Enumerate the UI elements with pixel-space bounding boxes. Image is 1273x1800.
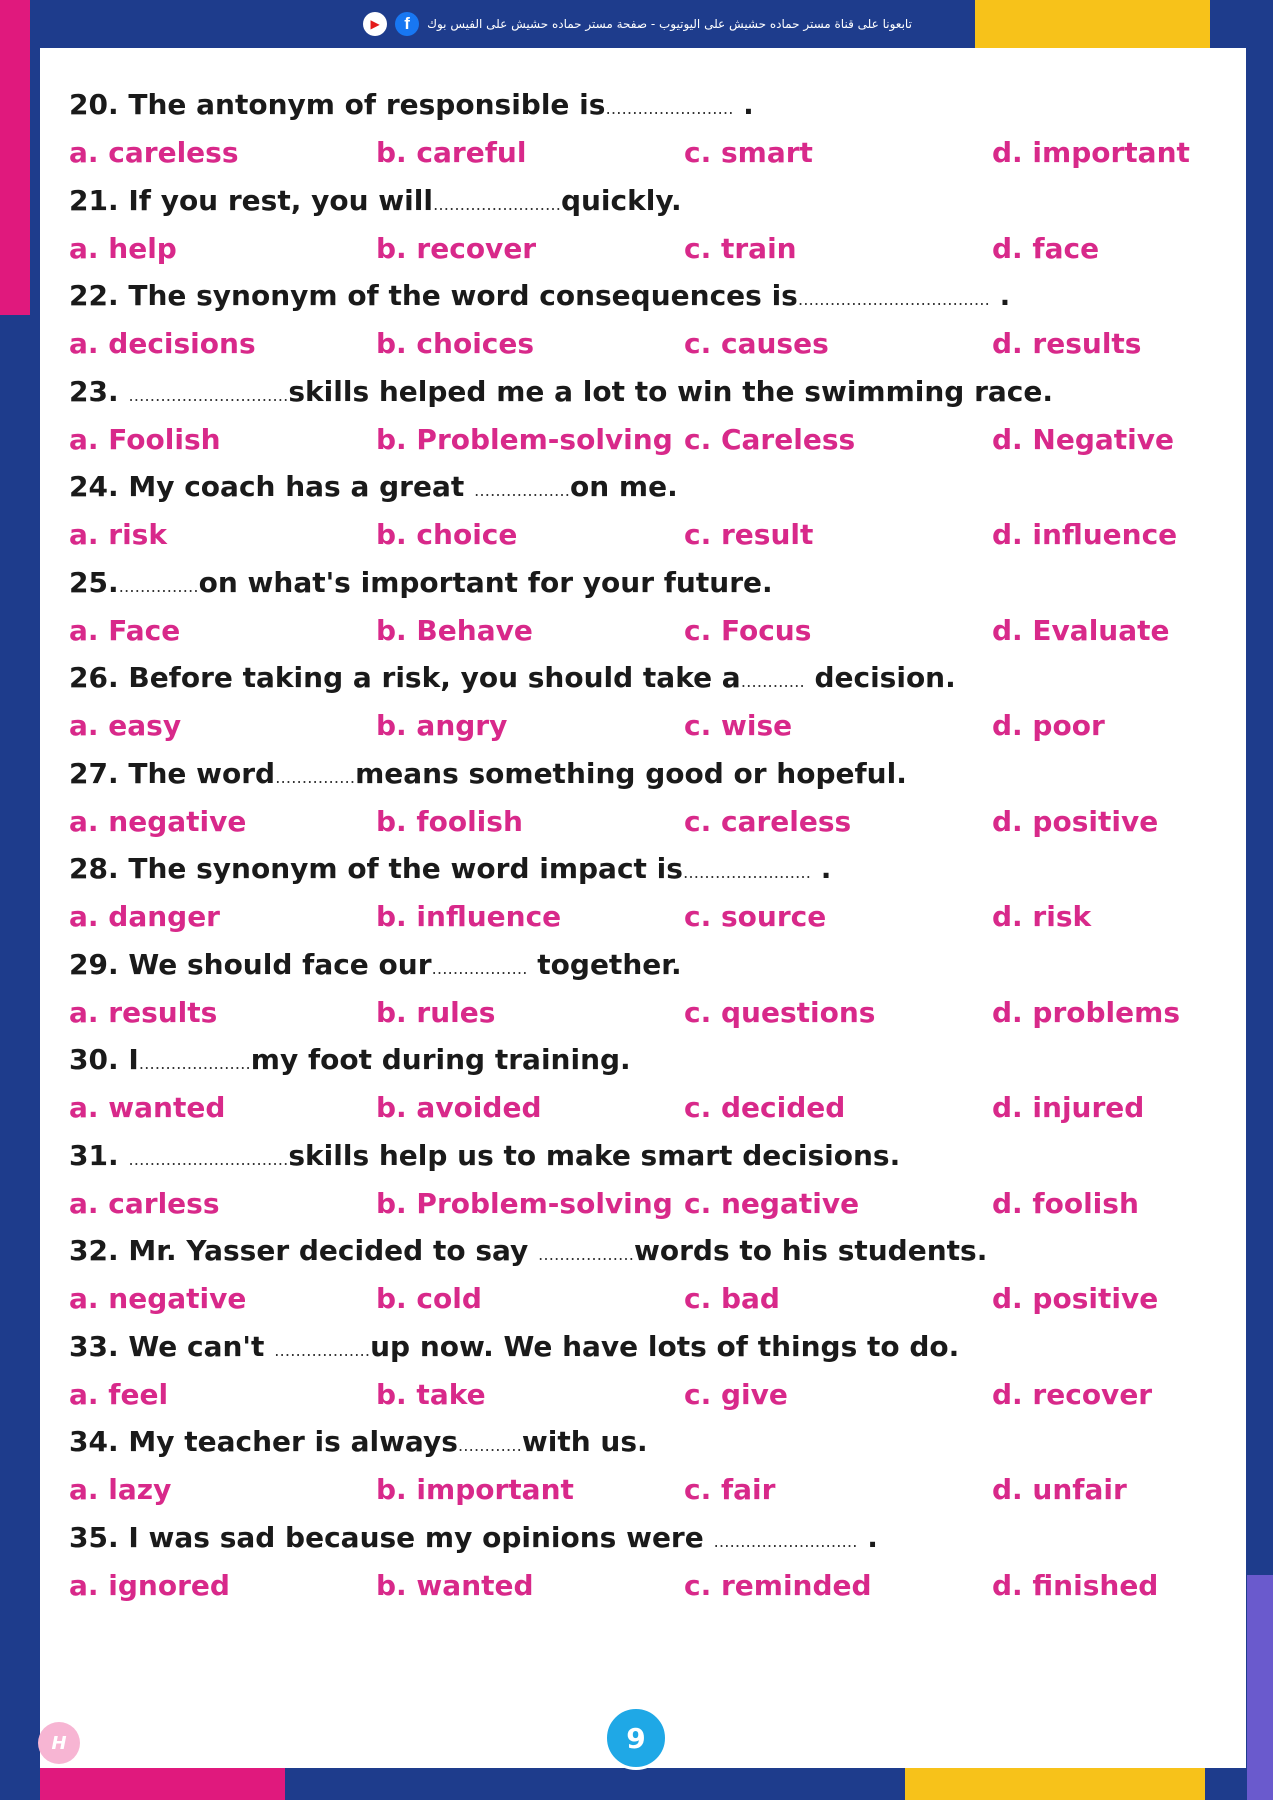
answer-options bbox=[0, 1473, 1273, 1513]
answer-options bbox=[0, 327, 1273, 367]
answer-option[interactable]: b. careful bbox=[376, 136, 527, 169]
purple-accent-right bbox=[1247, 1575, 1273, 1800]
answer-option[interactable]: a. risk bbox=[69, 518, 167, 551]
answer-option[interactable]: d. unfair bbox=[992, 1473, 1127, 1506]
answer-blank: ……………… bbox=[473, 481, 570, 500]
question-text bbox=[69, 470, 1219, 503]
answer-options bbox=[0, 709, 1273, 749]
question-stem: 27. The word bbox=[69, 756, 276, 790]
answer-blank: …………………… bbox=[432, 194, 561, 214]
brand-logo-icon bbox=[38, 1722, 80, 1764]
question-text bbox=[69, 1330, 1219, 1363]
question-tail: means something good or hopeful. bbox=[355, 756, 907, 790]
question-text bbox=[69, 566, 1219, 599]
answer-option[interactable]: b. wanted bbox=[376, 1568, 534, 1602]
answer-options bbox=[0, 423, 1273, 463]
question-text bbox=[69, 1043, 1219, 1076]
answer-options bbox=[0, 1378, 1273, 1418]
answer-blank: …………………… bbox=[605, 99, 734, 118]
question-stem: 22. The synonym of the word consequences is bbox=[69, 279, 798, 312]
answer-option[interactable]: b. choices bbox=[376, 327, 535, 360]
answer-option[interactable]: c. Careless bbox=[684, 422, 856, 456]
question-text bbox=[69, 948, 1219, 981]
question-tail: decision. bbox=[804, 661, 956, 694]
answer-option[interactable]: a. results bbox=[69, 995, 218, 1029]
answer-options bbox=[0, 996, 1273, 1036]
answer-options bbox=[0, 518, 1273, 558]
answer-option[interactable]: c. bad bbox=[684, 1282, 780, 1315]
question-tail: my foot during training. bbox=[250, 1043, 631, 1076]
answer-option[interactable]: c. careless bbox=[684, 804, 852, 838]
answer-options bbox=[0, 1091, 1273, 1131]
answer-option[interactable]: d. poor bbox=[992, 709, 1105, 742]
question-stem: 33. We can't bbox=[69, 1329, 275, 1363]
answer-option[interactable]: c. fair bbox=[684, 1473, 776, 1506]
question-text bbox=[69, 1234, 1219, 1267]
answer-blank: ………… bbox=[740, 672, 805, 691]
answer-blank: ……………… bbox=[431, 958, 528, 978]
question-stem: 21. If you rest, you will bbox=[69, 183, 433, 217]
answer-option[interactable]: a. wanted bbox=[69, 1091, 226, 1124]
question-tail: together. bbox=[527, 947, 682, 981]
answer-option[interactable]: a. danger bbox=[69, 900, 220, 933]
answer-option[interactable]: b. angry bbox=[376, 709, 508, 742]
answer-option[interactable]: d. face bbox=[992, 231, 1100, 265]
question-tail: with us. bbox=[521, 1425, 648, 1458]
question-tail: on me. bbox=[569, 470, 678, 503]
answer-blank: …………………… bbox=[682, 863, 811, 882]
question-stem: 26. Before taking a risk, you should take a bbox=[69, 661, 741, 694]
answer-blank: ………………… bbox=[138, 1054, 251, 1073]
question-text bbox=[69, 184, 1219, 217]
answer-option[interactable]: d. results bbox=[992, 327, 1142, 360]
answer-option[interactable]: c. negative bbox=[684, 1186, 860, 1220]
answer-options bbox=[0, 136, 1273, 176]
question-tail: . bbox=[733, 88, 754, 121]
question-stem: 25. bbox=[69, 565, 119, 599]
answer-option[interactable]: a. ignored bbox=[69, 1568, 230, 1602]
answer-blank: ……………… bbox=[538, 1245, 635, 1264]
answer-option[interactable]: a. easy bbox=[69, 709, 182, 742]
answer-option[interactable]: b. rules bbox=[376, 995, 496, 1029]
answer-option[interactable]: d. positive bbox=[992, 804, 1159, 838]
answer-option[interactable]: d. influence bbox=[992, 518, 1178, 551]
question-text bbox=[69, 279, 1219, 312]
answer-option[interactable]: b. recover bbox=[376, 231, 537, 265]
page-number: 9 bbox=[626, 1721, 646, 1755]
question-text bbox=[69, 1139, 1219, 1172]
answer-blank: ………… bbox=[457, 1436, 522, 1455]
answer-option[interactable]: c. causes bbox=[684, 327, 829, 360]
answer-option[interactable]: c. result bbox=[684, 518, 814, 551]
question-stem: 35. I was sad because my opinions were bbox=[69, 1520, 714, 1554]
question-stem: 28. The synonym of the word impact is bbox=[69, 852, 683, 885]
answer-option[interactable]: a. careless bbox=[69, 136, 239, 169]
answer-option[interactable]: c. wise bbox=[684, 709, 793, 742]
answer-option[interactable]: c. decided bbox=[684, 1091, 846, 1124]
question-text bbox=[69, 88, 1219, 121]
answer-option[interactable]: b. cold bbox=[376, 1282, 482, 1315]
answer-option[interactable]: b. take bbox=[376, 1377, 486, 1411]
answer-option[interactable]: d. Evaluate bbox=[992, 613, 1170, 647]
yellow-accent-bottom bbox=[905, 1768, 1205, 1800]
answer-option[interactable]: c. train bbox=[684, 231, 797, 265]
answer-options bbox=[0, 900, 1273, 940]
answer-option[interactable]: a. Foolish bbox=[69, 422, 221, 456]
question-tail: . bbox=[989, 279, 1011, 312]
question-stem: 24. My coach has a great bbox=[69, 470, 474, 503]
question-tail: on what's important for your future. bbox=[198, 565, 773, 599]
facebook-icon[interactable]: f bbox=[395, 12, 419, 36]
question-tail: . bbox=[810, 852, 832, 885]
answer-option[interactable]: b. choice bbox=[376, 518, 518, 551]
answer-option[interactable]: d. injured bbox=[992, 1091, 1145, 1124]
answer-options bbox=[0, 614, 1273, 654]
question-tail: words to his students. bbox=[634, 1234, 988, 1267]
answer-option[interactable]: a. Face bbox=[69, 613, 181, 647]
answer-blank: ………………………… bbox=[128, 385, 289, 405]
youtube-icon[interactable]: ▶ bbox=[363, 12, 387, 36]
answer-option[interactable]: b. Problem-solving bbox=[376, 422, 673, 456]
question-stem: 20. The antonym of responsible is bbox=[69, 88, 606, 121]
question-text bbox=[69, 661, 1219, 694]
question-stem: 30. I bbox=[69, 1043, 139, 1076]
answer-option[interactable]: b. influence bbox=[376, 900, 562, 933]
answer-blank: ………………………… bbox=[128, 1149, 289, 1169]
answer-option[interactable]: d. problems bbox=[992, 995, 1180, 1029]
header-banner bbox=[40, 0, 1235, 48]
answer-option[interactable]: d. positive bbox=[992, 1282, 1159, 1315]
answer-options bbox=[0, 232, 1273, 272]
question-text bbox=[69, 1521, 1219, 1554]
question-tail: up now. We have lots of things to do. bbox=[370, 1329, 960, 1363]
answer-option[interactable]: b. Behave bbox=[376, 613, 533, 647]
answer-option[interactable]: a. lazy bbox=[69, 1473, 172, 1506]
question-tail: quickly. bbox=[560, 183, 682, 217]
answer-option[interactable]: d. Negative bbox=[992, 422, 1175, 456]
logo-letter: H bbox=[51, 1732, 67, 1754]
answer-option[interactable]: d. important bbox=[992, 136, 1190, 169]
question-text bbox=[69, 852, 1219, 885]
answer-options bbox=[0, 1282, 1273, 1322]
question-text bbox=[69, 1425, 1219, 1458]
answer-option[interactable]: b. avoided bbox=[376, 1091, 542, 1124]
answer-options bbox=[0, 1187, 1273, 1227]
answer-option[interactable]: c. reminded bbox=[684, 1568, 872, 1602]
question-tail: . bbox=[857, 1520, 878, 1554]
answer-blank: …………… bbox=[118, 576, 199, 596]
answer-option[interactable]: a. negative bbox=[69, 1282, 247, 1315]
question-tail: skills help us to make smart decisions. bbox=[288, 1138, 901, 1172]
answer-option[interactable]: a. negative bbox=[69, 804, 247, 838]
answer-option[interactable]: a. carless bbox=[69, 1186, 220, 1220]
answer-option[interactable]: c. source bbox=[684, 900, 827, 933]
answer-option[interactable]: b. important bbox=[376, 1473, 574, 1506]
pink-accent-bottom bbox=[40, 1768, 285, 1800]
answer-option[interactable]: c. questions bbox=[684, 995, 876, 1029]
answer-option[interactable]: b. Problem-solving bbox=[376, 1186, 673, 1220]
question-tail: skills helped me a lot to win the swimming race. bbox=[288, 374, 1054, 408]
answer-blank: …………… bbox=[275, 767, 356, 787]
answer-option[interactable]: a. decisions bbox=[69, 327, 256, 360]
question-text bbox=[69, 375, 1219, 408]
answer-option[interactable]: b. foolish bbox=[376, 804, 523, 838]
answer-options bbox=[0, 1569, 1273, 1609]
answer-option[interactable]: d. finished bbox=[992, 1568, 1159, 1602]
question-stem: 32. Mr. Yasser decided to say bbox=[69, 1234, 539, 1267]
answer-option[interactable]: d. foolish bbox=[992, 1186, 1139, 1220]
answer-blank: ……………………… bbox=[713, 1531, 858, 1551]
question-stem: 31. bbox=[69, 1138, 129, 1172]
answer-blank: ……………………………… bbox=[797, 290, 990, 309]
answer-option[interactable]: d. recover bbox=[992, 1377, 1153, 1411]
question-stem: 23. bbox=[69, 374, 129, 408]
question-text bbox=[69, 757, 1219, 790]
answer-option[interactable]: d. risk bbox=[992, 900, 1092, 933]
answer-blank: ……………… bbox=[274, 1340, 371, 1360]
answer-option[interactable]: c. give bbox=[684, 1377, 788, 1411]
answer-options bbox=[0, 805, 1273, 845]
question-stem: 29. We should face our bbox=[69, 947, 432, 981]
question-stem: 34. My teacher is always bbox=[69, 1425, 458, 1458]
page-number-badge bbox=[604, 1706, 668, 1770]
answer-option[interactable]: a. feel bbox=[69, 1377, 169, 1411]
answer-option[interactable]: a. help bbox=[69, 231, 177, 265]
banner-text: تابعونا على قناة مستر حماده حشيش على اليوتيوب - صفحة مستر حماده حشيش على الفيس بوك bbox=[427, 17, 912, 31]
answer-option[interactable]: c. Focus bbox=[684, 613, 812, 647]
answer-option[interactable]: c. smart bbox=[684, 136, 813, 169]
